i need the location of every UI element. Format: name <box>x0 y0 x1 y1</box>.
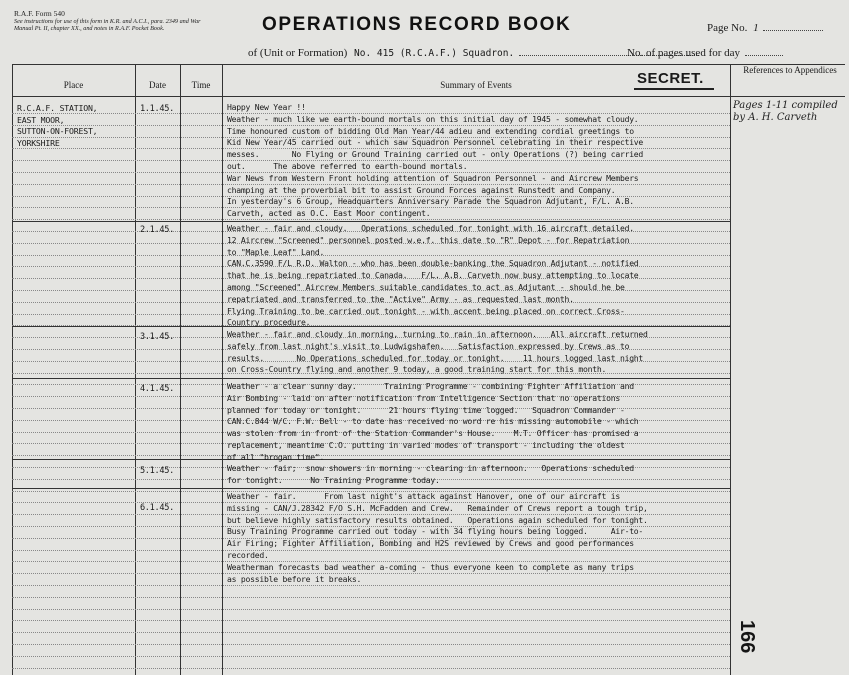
page-stamp-number: 166 <box>736 620 758 654</box>
table-left-border <box>12 64 13 675</box>
place-cell <box>17 103 137 149</box>
pages-used-line <box>745 55 783 56</box>
entry-date: 3.1.45. <box>139 332 175 342</box>
entry-date: 4.1.45. <box>139 384 175 394</box>
entry-summary: Happy New Year !! Weather - much like we earth-bound mortals on this initial day of 1945 - somewhat cloudy. Time honoured custom of bidding Old Man Year/44 adieu and extending cordial greetings to Kid New Year/45 carried out - which saw Squadron Personnel celebrating in their respective messes. No Flying or Ground Training carried out - only Operations (?) being carried out. The above referred to earth-bound mortals. War News from Western Front holding attention of Squadron Personnel - and Aircrew Members champing at the proverbial bit to assist Ground Forces against Runstedt and Company. In yesterday's 6 Group, Headquarters Anniversary Parade the Squadron Adjutant, F/L. A.B. Carveth, acted as O.C. East Moor contingent. <box>227 102 644 219</box>
column-header-references: References to Appendices <box>743 65 837 75</box>
ruled-line <box>12 668 730 669</box>
form-info <box>14 10 214 33</box>
entry-summary: Weather - fair and cloudy. Operations scheduled for tonight with 16 aircraft detailed. 12 Aircrew "Screened" personnel posted w.e.f. this date to "R" Depot - for Repatriation to "Maple Leaf" Land. CAN.C.3590 F/L R.D. Walton - who has been double-banking the Squadron Adjutant - notified that he is being repatriated to Canada. F/L. A.B. Carveth now busy attempting to locate among "Screened" Aircrew Members suitable candidates to act as Adjutant - should he be repatriated and transferred to the "Active" Army - as requested last month. Flying Training to be carried out tonight - with accent being placed on correct Cross- Country procedure. <box>227 223 639 328</box>
unit-value: No. 415 (R.C.A.F.) Squadron. <box>354 48 515 59</box>
place-line: R.C.A.F. STATION, <box>17 103 98 113</box>
pages-used-field <box>627 47 783 59</box>
form-number: R.A.F. Form 540 <box>14 9 65 18</box>
entry-date: 5.1.45. <box>139 466 175 476</box>
column-header-date: Date <box>149 80 166 90</box>
page-number-value: 1 <box>753 22 759 34</box>
ruled-line <box>12 644 730 645</box>
entry-separator <box>12 221 730 222</box>
column-divider-place <box>135 64 136 675</box>
place-line: EAST MOOR, <box>17 114 65 125</box>
page-number-label: Page No. <box>707 22 748 34</box>
column-header-place: Place <box>63 80 84 90</box>
unit-label: of (Unit or Formation) <box>248 47 348 59</box>
ruled-line <box>12 620 730 621</box>
table-top-border <box>12 64 845 65</box>
place-line: YORKSHIRE <box>17 137 60 148</box>
page-title: OPERATIONS RECORD BOOK <box>262 14 572 35</box>
entry-summary: Weather - fair and cloudy in morning, turning to rain in afternoon. All aircraft returned safely from last night's visit to Ludwigshafen. Satisfaction expressed by Crews as to results. No Operations scheduled for today or tonight. 11 hours logged last night on Cross-Country flying and another 9 today, a good training start for this month. <box>227 329 648 375</box>
place-line: SUTTON-ON-FOREST, <box>17 126 98 137</box>
ruled-line <box>12 609 730 610</box>
column-divider-date <box>180 64 181 675</box>
entry-date: 6.1.45. <box>139 503 175 513</box>
entry-summary: Weather - fair. From last night's attack against Hanover, one of our aircraft is missing - CAN/J.28342 F/O S.H. McFadden and Crew. Remainder of Crews report a tough trip, but believe highly satisfactory results obtained. Operations again scheduled for tonight. Busy Training Programme carried out today - with 34 flying hours being logged. Air-to- Air Firing; Fighter Affiliation, Bombing and H2S reviewed by Crews and good performances recorded. Weatherman forecasts bad weather a-coming - thus everyone keen to complete as many trips as possible before it breaks. <box>227 491 648 584</box>
ruled-line <box>12 632 730 633</box>
classification-stamp: SECRET. <box>637 70 704 87</box>
entry-summary: Weather - a clear sunny day. Training Programme - combining Fighter Affiliation and Air Bombing - laid on after notification from Intelligence Section that no operations planned for today or tonight. 21 hours flying time logged. Squadron Commander - CAN.C.844 W/C. F.W. Bell - to date has received no word re his missing automobile - which was stolen from in front of the Station Commander's House. M.T. Officer has promised a replacement, meantime C.O. putting in varied modes of transport - including the oldest of all "brogan time". <box>227 381 639 462</box>
entry-separator <box>12 378 730 379</box>
entry-date: 1.1.45. <box>139 104 175 114</box>
page-number-line <box>763 30 823 31</box>
table-header-border <box>12 96 845 97</box>
column-divider-time <box>222 64 223 675</box>
column-header-summary: Summary of Events <box>440 80 512 90</box>
page-number-field <box>707 22 823 34</box>
pages-used-label: No. of pages used for day <box>627 47 741 59</box>
ruled-line <box>12 656 730 657</box>
form-instructions: See instructions for use of this form in K.R. and A.C.I., para. 2349 and War Manual Pt. II, chapter XX., and notes in R.A.F. Pocket Book. <box>14 18 201 33</box>
column-header-time: Time <box>191 80 211 90</box>
entry-summary: Weather - fair; snow showers in morning - clearing in afternoon. Operations scheduled for tonight. No Training Programme today. <box>227 463 634 485</box>
ruled-line <box>12 597 730 598</box>
reference-handwritten-note: Pages 1-11 compiled by A. H. Carveth <box>733 100 838 123</box>
entry-separator <box>12 488 730 489</box>
entry-date: 2.1.45. <box>139 225 175 235</box>
